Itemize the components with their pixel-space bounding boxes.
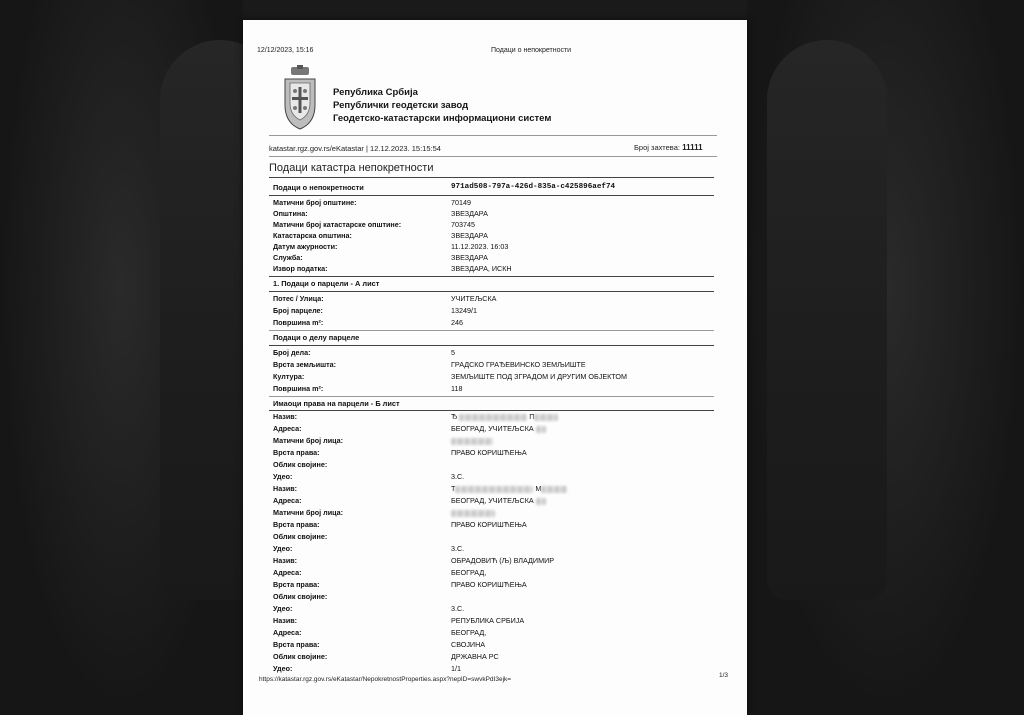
row-label: Потес / Улица: <box>273 294 324 303</box>
divider <box>269 330 714 331</box>
owner-right-row <box>273 640 713 651</box>
redacted-text <box>536 426 546 433</box>
row-value: 703745 <box>451 220 475 229</box>
parcel-section-header: 1. Подаци о парцели - А лист <box>273 279 380 288</box>
row-value: УЧИТЕЉСКА <box>451 294 497 303</box>
owner-address-row <box>273 424 713 435</box>
row-value: 3.С. <box>451 472 465 481</box>
property-row <box>273 198 713 209</box>
row-label: Врста земљишта: <box>273 360 337 369</box>
parcel-part-row <box>273 360 713 371</box>
row-label: Датум ажурности: <box>273 242 338 251</box>
institution-line-1: Република Србија <box>333 87 418 98</box>
print-page-title: Подаци о непокретности <box>491 47 572 54</box>
background-right <box>747 0 1024 715</box>
row-label: Назив: <box>273 616 298 625</box>
owner-form-row <box>273 652 713 663</box>
divider <box>269 135 717 136</box>
source-and-timestamp: katastar.rgz.gov.rs/eKatastar | 12.12.2023. 15:15:54 <box>269 144 441 153</box>
owner-share-row <box>273 604 713 615</box>
parcel-row <box>273 306 713 317</box>
owner-name-row <box>273 412 713 423</box>
row-value: 118 <box>451 384 463 393</box>
row-value: ПРАВО КОРИШЋЕЊА <box>451 520 527 529</box>
property-row <box>273 231 713 242</box>
divider <box>269 396 714 397</box>
property-header-label: Подаци о непокретности <box>273 183 364 192</box>
request-number-label: Број захтева: <box>634 143 680 152</box>
row-value: БЕОГРАД, <box>451 568 487 577</box>
redacted-text <box>451 510 495 517</box>
row-value: ДРЖАВНА РС <box>451 652 499 661</box>
parcel-row <box>273 318 713 329</box>
row-label: Извор податка: <box>273 264 328 273</box>
parcel-row <box>273 294 713 305</box>
row-label: Површина m²: <box>273 384 324 393</box>
owner-name-row <box>273 484 713 495</box>
property-row <box>273 209 713 220</box>
redacted-text <box>536 498 546 505</box>
owner-address: БЕОГРАД, УЧИТЕЉСКА <box>451 424 534 433</box>
row-label: Назив: <box>273 484 298 493</box>
background-left <box>0 0 243 715</box>
row-label: Катастарска општина: <box>273 231 352 240</box>
parcel-part-row <box>273 384 713 395</box>
divider <box>269 345 714 346</box>
row-value: 3.С. <box>451 544 465 553</box>
parcel-part-section-header: Подаци о делу парцеле <box>273 333 360 342</box>
row-label: Назив: <box>273 556 298 565</box>
owner-share-row <box>273 664 713 675</box>
divider <box>269 276 714 277</box>
coat-of-arms-icon <box>283 65 317 131</box>
row-label: Култура: <box>273 372 305 381</box>
row-label: Удео: <box>273 604 293 613</box>
title-underline <box>269 177 714 178</box>
row-value: ЗЕМЉИШТЕ ПОД ЗГРАДОМ И ДРУГИМ ОБЈЕКТОМ <box>451 372 627 381</box>
owner-name-prefix: Ђ <box>451 412 458 421</box>
redacted-text <box>459 414 527 421</box>
row-label: Облик својине: <box>273 460 328 469</box>
row-label: Адреса: <box>273 496 302 505</box>
owner-address-row <box>273 568 713 579</box>
row-value: ПРАВО КОРИШЋЕЊА <box>451 448 527 457</box>
footer-url[interactable]: https://katastar.rgz.gov.rs/eKatastar/NepokretnostProperties.aspx?nepID=swvkPdI3ejk= <box>259 676 512 683</box>
divider <box>269 410 714 411</box>
row-value: ЗВЕЗДАРА <box>451 231 488 240</box>
row-label: Врста права: <box>273 640 320 649</box>
row-label: Адреса: <box>273 628 302 637</box>
owner-name-row <box>273 556 713 567</box>
background-figure-left <box>160 40 243 600</box>
parcel-part-row <box>273 372 713 383</box>
page-number: 1/3 <box>719 672 729 679</box>
property-row <box>273 220 713 231</box>
divider <box>269 156 717 157</box>
owner-name-row <box>273 616 713 627</box>
owner-id-row <box>273 508 713 519</box>
row-label: Број парцеле: <box>273 306 323 315</box>
row-label: Матични број катастарске општине: <box>273 220 402 229</box>
institution-line-3: Геодетско-катастарски информациони систем <box>333 113 552 124</box>
owner-right-row <box>273 580 713 591</box>
row-value: 1/1 <box>451 664 461 673</box>
row-label: Матични број општине: <box>273 198 357 207</box>
row-label: Облик својине: <box>273 652 328 661</box>
row-label: Број дела: <box>273 348 311 357</box>
owner-form-row <box>273 532 713 543</box>
divider <box>269 195 714 196</box>
request-number-value: 11111 <box>682 143 703 152</box>
row-label: Општина: <box>273 209 308 218</box>
owner-address: БЕОГРАД, УЧИТЕЉСКА <box>451 496 534 505</box>
row-value: 13249/1 <box>451 306 477 315</box>
owner-right-row <box>273 448 713 459</box>
owners-section-header: Имаоци права на парцели - Б лист <box>273 399 400 408</box>
owner-form-row <box>273 592 713 603</box>
owner-name-suffix: М <box>535 484 542 493</box>
owner-name-suffix: П <box>529 412 535 421</box>
owner-name-prefix: Т <box>451 484 456 493</box>
row-value: ПРАВО КОРИШЋЕЊА <box>451 580 527 589</box>
row-label: Врста права: <box>273 580 320 589</box>
redacted-text <box>541 486 567 493</box>
owner-right-row <box>273 520 713 531</box>
row-value: ОБРАДОВИЋ (Љ) ВЛАДИМИР <box>451 556 555 565</box>
property-section-header <box>273 183 713 192</box>
row-value: ЗВЕЗДАРА, ИСКН <box>451 264 512 273</box>
parcel-part-row <box>273 348 713 359</box>
background-figure-right <box>767 40 887 600</box>
row-label: Облик својине: <box>273 592 328 601</box>
owner-share-row <box>273 472 713 483</box>
row-value: ГРАДСКО ГРАЂЕВИНСКО ЗЕМЉИШТЕ <box>451 360 586 369</box>
row-value: ЗВЕЗДАРА <box>451 209 488 218</box>
row-label: Адреса: <box>273 568 302 577</box>
row-value: БЕОГРАД, <box>451 628 487 637</box>
divider <box>269 291 714 292</box>
row-value: 11.12.2023. 16:03 <box>451 242 509 251</box>
row-value: РЕПУБЛИКА СРБИЈА <box>451 616 525 625</box>
owner-address-row <box>273 628 713 639</box>
row-label: Врста права: <box>273 448 320 457</box>
row-value: СВОЈИНА <box>451 640 486 649</box>
row-label: Матични број лица: <box>273 436 344 445</box>
property-id: 971ad508-797a-426d-835a-c425896aef74 <box>451 183 616 191</box>
redacted-text <box>534 414 558 421</box>
property-row <box>273 253 713 264</box>
row-label: Удео: <box>273 664 293 673</box>
document-page <box>243 20 747 715</box>
redacted-text <box>451 438 493 445</box>
row-value: 246 <box>451 318 463 327</box>
row-label: Матични број лица: <box>273 508 344 517</box>
request-number <box>634 143 703 152</box>
row-label: Површина m²: <box>273 318 324 327</box>
print-datetime: 12/12/2023, 15:16 <box>257 47 314 54</box>
institution-line-2: Републички геодетски завод <box>333 100 469 111</box>
row-label: Служба: <box>273 253 303 262</box>
owner-address-row <box>273 496 713 507</box>
row-label: Назив: <box>273 412 298 421</box>
property-row <box>273 264 713 275</box>
row-label: Облик својине: <box>273 532 328 541</box>
row-label: Удео: <box>273 472 293 481</box>
owner-share-row <box>273 544 713 555</box>
property-row <box>273 242 713 253</box>
row-value: 5 <box>451 348 455 357</box>
row-value: ЗВЕЗДАРА <box>451 253 488 262</box>
owner-id-row <box>273 436 713 447</box>
document-title: Подаци катастра непокретности <box>269 162 434 174</box>
row-label: Удео: <box>273 544 293 553</box>
owner-form-row <box>273 460 713 471</box>
row-label: Адреса: <box>273 424 302 433</box>
row-value: 3.С. <box>451 604 465 613</box>
row-value: 70149 <box>451 198 471 207</box>
row-label: Врста права: <box>273 520 320 529</box>
redacted-text <box>455 486 533 493</box>
